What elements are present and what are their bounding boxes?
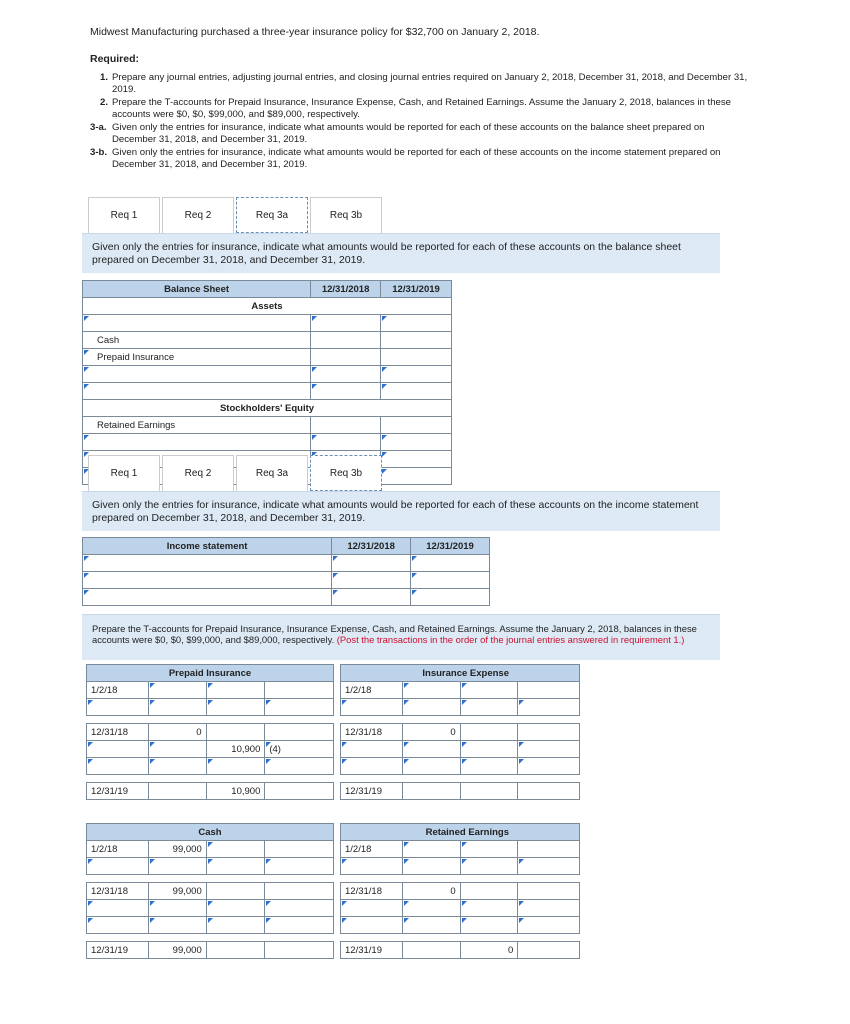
debit-input[interactable] (148, 917, 206, 934)
debit-input[interactable] (402, 858, 460, 875)
requirement-2 (90, 97, 750, 120)
assets-label: Assets (83, 298, 452, 315)
ref-input[interactable] (265, 917, 334, 934)
empty-cell (148, 783, 206, 800)
empty-cell (265, 841, 334, 858)
tab-req-3b[interactable]: Req 3b (310, 455, 382, 491)
amount-input[interactable] (381, 434, 452, 451)
amount-input[interactable] (381, 468, 452, 485)
credit-input[interactable] (460, 900, 518, 917)
debit-input[interactable] (148, 682, 206, 699)
amount-cell (381, 349, 452, 366)
requirement-text: Prepare any journal entries, adjusting journal entries, and closing journal entries required on January 2, 2018, December 31, 2018, and December 31, 2019. (112, 72, 748, 95)
debit-input[interactable] (402, 917, 460, 934)
retained-earnings-taccount (340, 823, 580, 959)
tab-req-1[interactable]: Req 1 (88, 455, 160, 491)
balance-cell: 0 (460, 942, 518, 959)
tab-req-2[interactable]: Req 2 (162, 455, 234, 491)
tab-req-3b[interactable]: Req 3b (310, 197, 382, 233)
ref-input[interactable] (518, 699, 580, 716)
account-name-input[interactable] (83, 366, 311, 383)
account-name-input[interactable] (83, 434, 311, 451)
amount-input[interactable] (311, 434, 381, 451)
table-row (83, 417, 452, 434)
debit-input[interactable] (148, 900, 206, 917)
requirement-3a (90, 122, 750, 145)
empty-cell (265, 883, 334, 900)
date-input[interactable] (341, 858, 403, 875)
spacer (341, 875, 580, 883)
empty-cell (402, 942, 460, 959)
ref-input[interactable] (265, 699, 334, 716)
column-2019: 12/31/2019 (411, 538, 490, 555)
balance-cell: 10,900 (206, 783, 265, 800)
requirement-number: 2. (100, 97, 109, 108)
requirement-number: 1. (100, 72, 109, 83)
ref-input[interactable] (265, 858, 334, 875)
date-cell: 12/31/19 (341, 783, 403, 800)
amount-input[interactable] (311, 366, 381, 383)
column-2018: 12/31/2018 (332, 538, 411, 555)
insurance-expense-taccount (340, 664, 580, 800)
credit-input[interactable] (460, 841, 518, 858)
date-cell: 12/31/18 (87, 724, 149, 741)
spacer (87, 716, 334, 724)
credit-input[interactable] (206, 900, 265, 917)
requirement-text: Given only the entries for insurance, indicate what amounts would be reported for each of these accounts on the income statement prepared on December 31, 2018, and December 31, 2019. (112, 147, 721, 170)
amount-cell (311, 349, 381, 366)
debit-input[interactable] (148, 858, 206, 875)
debit-input[interactable] (402, 841, 460, 858)
credit-input[interactable] (206, 858, 265, 875)
date-input[interactable] (341, 699, 403, 716)
date-cell: 1/2/18 (87, 841, 149, 858)
date-cell: 12/31/19 (87, 783, 149, 800)
income-statement-instruction: Given only the entries for insurance, indicate what amounts would be reported for each of these accounts on the income statement prepared on December 31, 2018, and December 31, 2019. (82, 491, 720, 531)
table-row (83, 298, 452, 315)
taccount-instruction (82, 614, 720, 660)
date-input[interactable] (87, 699, 149, 716)
spacer (87, 775, 334, 783)
date-input[interactable] (87, 758, 149, 775)
credit-input[interactable] (460, 741, 518, 758)
debit-input[interactable] (148, 699, 206, 716)
account-name-input[interactable] (83, 589, 332, 606)
credit-input[interactable] (460, 917, 518, 934)
amount-input[interactable] (381, 383, 452, 400)
balance-cell: 0 (402, 883, 460, 900)
amount-cell (311, 417, 381, 434)
balance-sheet-header: Balance Sheet (83, 281, 311, 298)
amount-input[interactable] (332, 589, 411, 606)
ref-input[interactable] (518, 900, 580, 917)
requirement-text: Given only the entries for insurance, indicate what amounts would be reported for each of these accounts on the balance sheet prepared on December 31, 2018, and December 31, 2019. (112, 122, 705, 145)
credit-input[interactable] (206, 699, 265, 716)
amount-input[interactable] (332, 555, 411, 572)
spacer (341, 775, 580, 783)
table-row (83, 434, 452, 451)
date-cell: 12/31/18 (341, 724, 403, 741)
spacer (341, 716, 580, 724)
empty-cell (460, 783, 518, 800)
debit-input[interactable] (402, 682, 460, 699)
amount-input[interactable] (411, 555, 490, 572)
balance-cell: 99,000 (148, 841, 206, 858)
taccount-instruction-text: Prepare the T-accounts for Prepaid Insurance, Insurance Expense, Cash, and Retained Earnings. Assume the January 2, 2018, balances in these accounts were $0, $0, $99,000, and $89,000, respectively. (92, 623, 697, 645)
date-cell: 1/2/18 (341, 682, 403, 699)
debit-input[interactable] (148, 758, 206, 775)
empty-cell (518, 682, 580, 699)
requirement-number: 3-b. (90, 147, 108, 158)
amount-input[interactable] (332, 572, 411, 589)
retained-earnings-label: Retained Earnings (83, 417, 311, 434)
credit-input[interactable] (206, 841, 265, 858)
date-cell: 12/31/18 (87, 883, 149, 900)
credit-cell: 10,900 (206, 741, 265, 758)
ref-input[interactable] (265, 900, 334, 917)
requirements-list (90, 72, 750, 172)
amount-input[interactable] (381, 315, 452, 332)
credit-input[interactable] (460, 699, 518, 716)
empty-cell (265, 682, 334, 699)
date-cell: 12/31/18 (341, 883, 403, 900)
date-input[interactable] (87, 900, 149, 917)
equity-label: Stockholders' Equity (83, 400, 452, 417)
date-input[interactable] (341, 900, 403, 917)
spacer (87, 934, 334, 942)
requirement-3b (90, 147, 750, 170)
taccount-title: Cash (87, 824, 334, 841)
table-row (83, 555, 490, 572)
income-statement-header: Income statement (83, 538, 332, 555)
amount-input[interactable] (381, 451, 452, 468)
account-name-input[interactable] (83, 383, 311, 400)
empty-cell (265, 724, 334, 741)
account-name-input[interactable] (83, 555, 332, 572)
requirement-1 (90, 72, 750, 95)
empty-cell (518, 783, 580, 800)
credit-input[interactable] (206, 758, 265, 775)
table-header-row (83, 281, 452, 298)
ref-input[interactable] (518, 858, 580, 875)
empty-cell (518, 942, 580, 959)
debit-input[interactable] (402, 900, 460, 917)
table-row (83, 383, 452, 400)
debit-input[interactable] (402, 741, 460, 758)
table-row (83, 572, 490, 589)
table-row (83, 332, 452, 349)
taccount-instruction-note: (Post the transactions in the order of the journal entries answered in requirement 1.) (336, 634, 685, 645)
cash-label: Cash (83, 332, 311, 349)
empty-cell (518, 883, 580, 900)
balance-cell: 0 (148, 724, 206, 741)
date-cell: 12/31/19 (87, 942, 149, 959)
date-input[interactable] (341, 758, 403, 775)
date-input[interactable] (341, 917, 403, 934)
ref-input[interactable] (265, 758, 334, 775)
requirement-tabs (88, 455, 384, 491)
balance-cell: 99,000 (148, 883, 206, 900)
requirement-number: 3-a. (90, 122, 107, 133)
requirement-text: Prepare the T-accounts for Prepaid Insurance, Insurance Expense, Cash, and Retained Earnings. Assume the January 2, 2018, balances in these accounts were $0, $0, $99,000, and $89,000, respectively. (112, 97, 731, 120)
column-2019: 12/31/2019 (381, 281, 452, 298)
amount-input[interactable] (411, 572, 490, 589)
prepaid-insurance-label[interactable]: Prepaid Insurance (83, 349, 311, 366)
ref-input[interactable]: (4) (265, 741, 334, 758)
empty-cell (460, 883, 518, 900)
credit-input[interactable] (206, 917, 265, 934)
credit-input[interactable] (206, 682, 265, 699)
credit-input[interactable] (460, 758, 518, 775)
table-row (83, 315, 452, 332)
amount-input[interactable] (311, 383, 381, 400)
empty-cell (518, 724, 580, 741)
required-title: Required: (90, 53, 140, 65)
amount-cell (381, 417, 452, 434)
taccount-title: Insurance Expense (341, 665, 580, 682)
income-statement-table (82, 537, 490, 606)
balance-sheet-instruction: Given only the entries for insurance, indicate what amounts would be reported for each of these accounts on the balance sheet prepared on December 31, 2018, and December 31, 2019. (82, 233, 720, 273)
account-name-input[interactable] (83, 572, 332, 589)
amount-input[interactable] (381, 366, 452, 383)
empty-cell (206, 724, 265, 741)
table-row (83, 366, 452, 383)
empty-cell (518, 841, 580, 858)
tab-req-3a[interactable]: Req 3a (236, 455, 308, 491)
empty-cell (265, 783, 334, 800)
credit-input[interactable] (460, 682, 518, 699)
ref-input[interactable] (518, 758, 580, 775)
spacer (87, 875, 334, 883)
debit-input[interactable] (402, 758, 460, 775)
date-input[interactable] (341, 741, 403, 758)
taccount-title: Retained Earnings (341, 824, 580, 841)
ref-input[interactable] (518, 917, 580, 934)
table-row (83, 400, 452, 417)
column-2018: 12/31/2018 (311, 281, 381, 298)
cash-taccount (86, 823, 334, 959)
credit-input[interactable] (460, 858, 518, 875)
empty-cell (265, 942, 334, 959)
debit-input[interactable] (148, 741, 206, 758)
amount-cell (381, 332, 452, 349)
empty-cell (402, 783, 460, 800)
debit-input[interactable] (402, 699, 460, 716)
amount-input[interactable] (411, 589, 490, 606)
empty-cell (460, 724, 518, 741)
amount-cell (311, 332, 381, 349)
table-header-row (83, 538, 490, 555)
problem-intro: Midwest Manufacturing purchased a three-year insurance policy for $32,700 on January 2, 2018. (90, 26, 540, 38)
balance-cell: 99,000 (148, 942, 206, 959)
table-row (83, 589, 490, 606)
amount-input[interactable] (311, 315, 381, 332)
balance-cell: 0 (402, 724, 460, 741)
date-cell: 1/2/18 (87, 682, 149, 699)
requirement-tabs (88, 197, 384, 233)
empty-cell (206, 942, 265, 959)
taccount-title: Prepaid Insurance (87, 665, 334, 682)
date-input[interactable] (87, 858, 149, 875)
date-input[interactable] (87, 917, 149, 934)
table-row (83, 349, 452, 366)
account-name-input[interactable] (83, 315, 311, 332)
prepaid-insurance-taccount (86, 664, 334, 800)
spacer (341, 934, 580, 942)
ref-input[interactable] (518, 741, 580, 758)
tab-req-2[interactable]: Req 2 (162, 197, 234, 233)
date-cell: 12/31/19 (341, 942, 403, 959)
empty-cell (206, 883, 265, 900)
tab-req-1[interactable]: Req 1 (88, 197, 160, 233)
date-cell: 1/2/18 (341, 841, 403, 858)
tab-req-3a[interactable]: Req 3a (236, 197, 308, 233)
date-input[interactable] (87, 741, 149, 758)
